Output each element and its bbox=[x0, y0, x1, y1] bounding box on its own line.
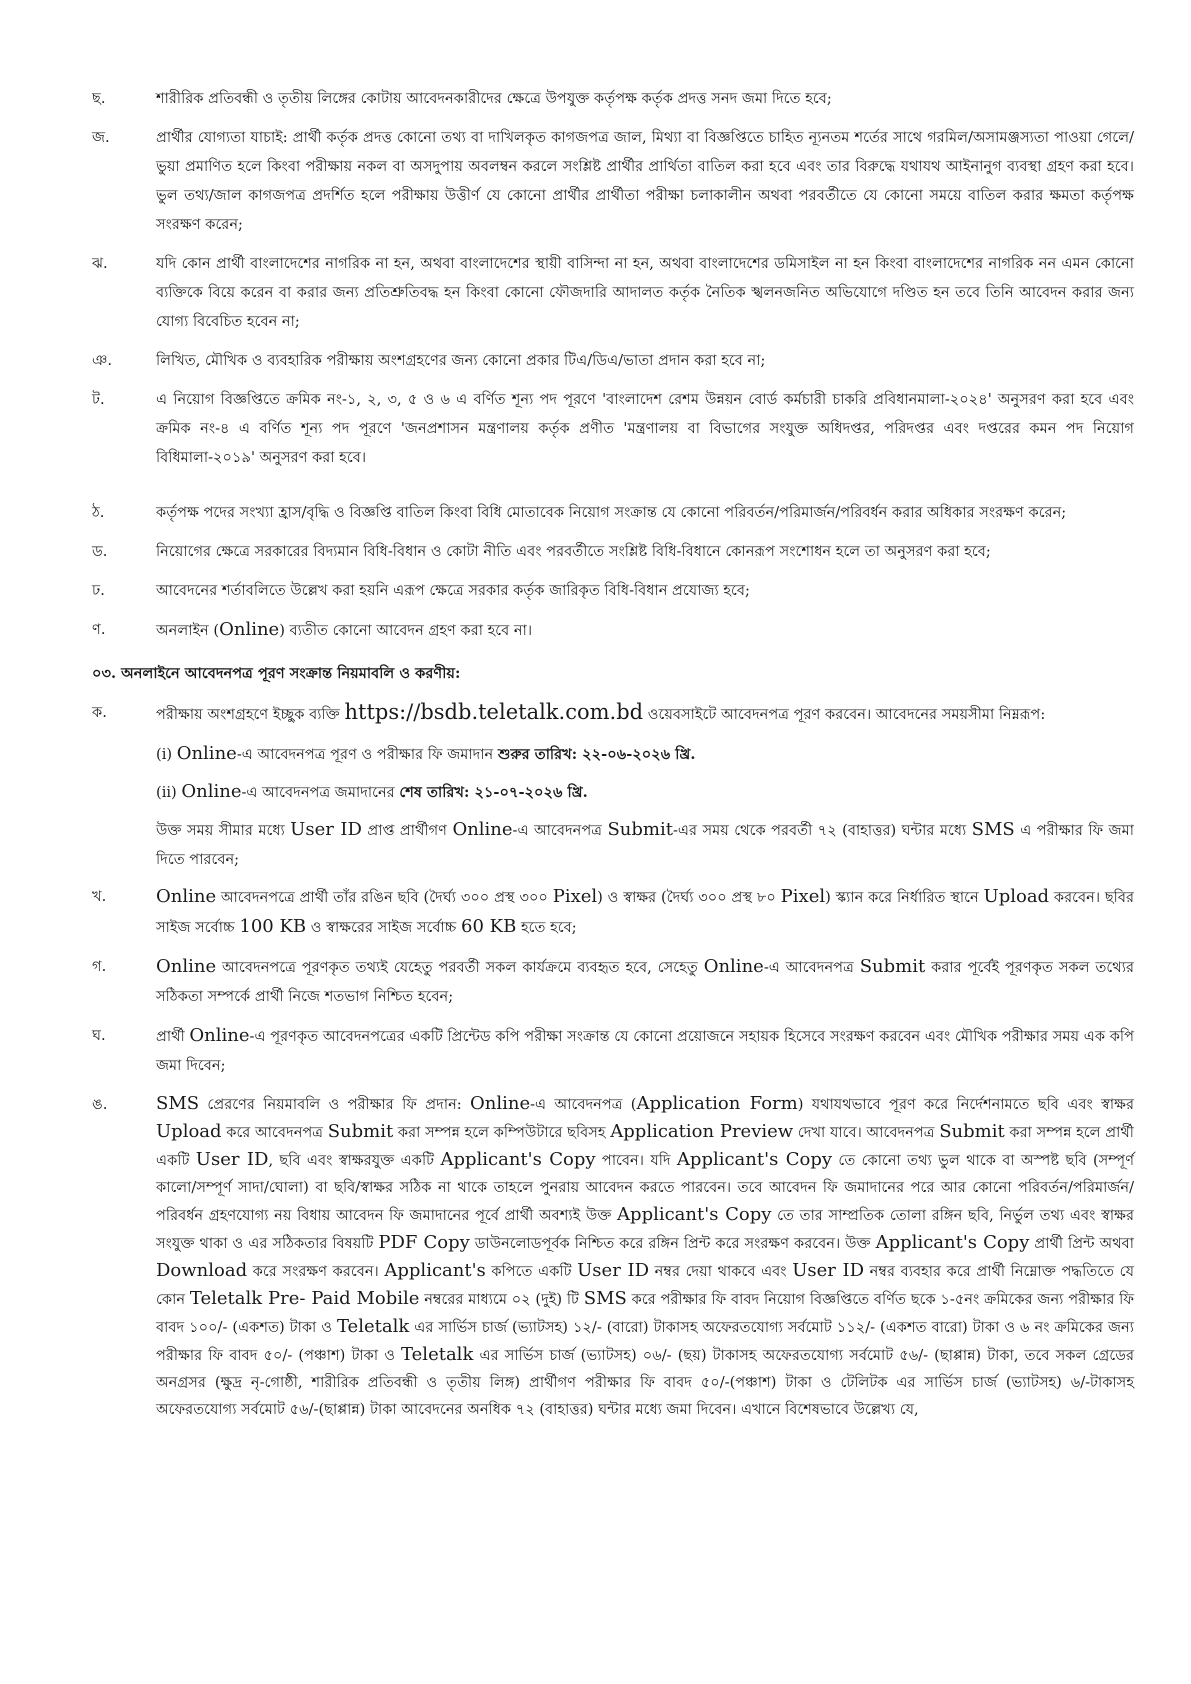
clause-dha bbox=[92, 576, 1134, 605]
clause-3-kha bbox=[92, 882, 1134, 942]
clause-marker: জ. bbox=[92, 129, 110, 146]
clause-text: Online আবেদনপত্রে পূরণকৃত তথ্যই যেহেতু পরবর্তী সকল কার্যক্রমে ব্যবহৃত হবে, সেহেতু Online-এ আবেদনপত্র Submit করার পূর্বেই পূরণকৃত সকল তথ্যের সঠিকতা সম্পর্কে প্রার্থী নিজে শতভাগ নিশ্চিত হবেন; bbox=[156, 956, 1135, 1005]
clause-text: আবেদনের শর্তাবলিতে উল্লেখ করা হয়নি এরূপ ক্ষেত্রে সরকার কর্তৃক জারিকৃত বিধি-বিধান প্রযোজ্য হবে; bbox=[156, 582, 750, 599]
clause-marker: ঙ. bbox=[92, 1096, 108, 1113]
clause-marker: ট. bbox=[92, 391, 105, 408]
clause-text: প্রার্থী Online-এ পূরণকৃত আবেদনপত্রের একটি প্রিন্টেড কপি পরীক্ষা সংক্রান্ত যে কোনো প্রয়োজনে সহায়ক হিসেবে সংরক্ষণ করবেন এবং মৌখিক পরীক্ষার সময় এক কপি জমা দিবেন; bbox=[156, 1025, 1134, 1074]
clause-text: লিখিত, মৌখিক ও ব্যবহারিক পরীক্ষায় অংশগ্রহণের জন্য কোনো প্রকার টিএ/ডিএ/ভাতা প্রদান করা হবে না; bbox=[156, 352, 766, 369]
clause-text: SMS প্রেরণের নিয়মাবলি ও পরীক্ষার ফি প্রদান: Online-এ আবেদনপত্র (Application Form) যথাযথভাবে পূরণ করে নির্দেশনামতে ছবি এবং স্বাক্ষর Upload করে আবেদনপত্র Submit করা সম্পন্ন হলে কম্পিউটারে ছবিসহ Application Preview দেখা যাবে। আবেদনপত্র Submit করা সম্পন্ন হলে প্রার্থী একটি User ID, ছবি এবং স্বাক্ষরযুক্ত একটি Applicant's Copy পাবেন। যদি Applicant's Copy তে কোনো তথ্য ভুল থাকে বা অস্পষ্ট ছবি (সম্পূর্ণ কালো/সম্পূর্ণ সাদা/ঘোলা) বা ছবি/স্বাক্ষর সঠিক না থাকে তাহলে পুনরায় আবেদন করতে পারবেন। তবে আবেদন ফি জমাদানের পরে আর কোনো পরিবর্তন/পরিমার্জন/পরিবর্ধন গ্রহণযোগ্য নয় বিধায় আবেদন ফি জমাদানের পূর্বে প্রার্থী অবশ্যই উক্ত Applicant's Copy তে তার সাম্প্রতিক তোলা রঙ্গিন ছবি, নির্ভুল তথ্য এবং স্বাক্ষর সংযুক্ত থাকা ও এর সঠিকতার বিষয়টি PDF Copy ডাউনলোডপূর্বক নিশ্চিত করে রঙ্গিন প্রিন্ট করে সংরক্ষণ করবেন। উক্ত Applicant's Copy প্রার্থী প্রিন্ট অথবা Download করে সংরক্ষণ করবেন। Applicant's কপিতে একটি User ID নম্বর দেয়া থাকবে এবং User ID নম্বর ব্যবহার করে প্রার্থী নিম্নোক্ত পদ্ধতিতে যে কোন Teletalk Pre- Paid Mobile নম্বরের মাধ্যমে ০২ (দুই) টি SMS করে পরীক্ষার ফি বাবদ নিয়োগ বিজ্ঞপ্তিতে বর্ণিত ছকে ১-৫নং ক্রমিকের জন্য পরীক্ষার ফি বাবদ ১০০/- (একশত) টাকা ও Teletalk এর সার্ভিস চার্জ (ভ্যাটসহ) ১২/- (বারো) টাকাসহ অফেরতযোগ্য সর্বমোট ১১২/- (একশত বারো) টাকা ও ৬ নং ক্রমিকের জন্য পরীক্ষার ফি বাবদ ৫০/- (পঞ্চাশ) টাকা ও Teletalk এর সার্ভিস চার্জ (ভ্যাটসহ) ০৬/- (ছয়) টাকাসহ অফেরতযোগ্য সর্বমোট ৫৬/- (ছাপ্পান্ন) টাকা, তবে সকল গ্রেডের অনগ্রসর (ক্ষুদ্র নৃ-গোষ্ঠী, শারীরিক প্রতিবন্ধী ও তৃতীয় লিঙ্গ) প্রার্থীগণ পরীক্ষার ফি বাবদ ৫০/-(পঞ্চাশ) টাকা ও টেলিটক এর সার্ভিস চার্জ (ভ্যাটসহ) ৬/-টাকাসহ অফেরতযোগ্য সর্বমোট ৫৬/-(ছাপ্পান্ন) টাকা আবেদনের অনধিক ৭২ (বাহাত্তর) ঘন্টার মধ্যে জমা দিবেন। এখানে বিশেষভাবে উল্লেখ্য যে, bbox=[156, 1093, 1135, 1418]
clause-chha bbox=[92, 84, 1134, 113]
clause-3-ka bbox=[92, 698, 1134, 729]
clause-text: নিয়োগের ক্ষেত্রে সরকারের বিদ্যমান বিধি-বিধান ও কোটা নীতি এবং পরবর্তীতে সংশ্লিষ্ট বিধি-বিধানে কোনরূপ সংশোধন হলে তা অনুসরণ করা হবে; bbox=[156, 543, 991, 560]
clause-marker: ণ. bbox=[92, 621, 106, 638]
start-date: শুরুর তারিখ: ২২-০৬-২০২৬ খ্রি. bbox=[497, 746, 696, 763]
clause-text: প্রার্থীর যোগ্যতা যাচাই: প্রার্থী কর্তৃক প্রদত্ত কোনো তথ্য বা দাখিলকৃত কাগজপত্র জাল, মিথ্যা বা বিজ্ঞপ্তিতে চাহিত ন্যূনতম শর্তের সাথে গরমিল/অসামঞ্জস্যতা পাওয়া গেলে/ভুয়া প্রমাণিত হলে কিংবা পরীক্ষায় নকল বা অসদুপায় অবলম্বন করলে সংশ্লিষ্ট প্রার্থীর প্রার্থিতা বাতিল করা হবে এবং তার বিরুদ্ধে যথাযথ আইনানুগ ব্যবস্থা গ্রহণ করা হবে। ভুল তথ্য/জাল কাগজপত্র প্রদর্শিত হলে পরীক্ষায় উত্তীর্ণ যে কোনো প্রার্থীর প্রার্থীতা পরীক্ষা চলাকালীন অথবা পরবর্তীতে যে কোনো সময়ে বাতিল করার ক্ষমতা কর্তৃপক্ষ সংরক্ষণ করেন; bbox=[156, 129, 1134, 233]
clause-da bbox=[92, 537, 1134, 566]
clause-nya bbox=[92, 346, 1134, 375]
clause-marker: ছ. bbox=[92, 90, 106, 107]
end-date-line: (ii) Online-এ আবেদনপত্র জমাদানের শেষ তারিখ: ২১-০৭-২০২৬ খ্রি. bbox=[156, 781, 588, 802]
clause-ta bbox=[92, 385, 1134, 472]
clause-text: Online আবেদনপত্রে প্রার্থী তাঁর রঙিন ছবি (দৈর্ঘ্য ৩০০ প্রস্থ ৩০০ Pixel) ও স্বাক্ষর (দৈর্ঘ্য ৩০০ প্রস্থ ৮০ Pixel) স্ক্যান করে নির্ধারিত স্থানে Upload করবেন। ছবির সাইজ সর্বোচ্চ 100 KB ও স্বাক্ষরের সাইজ সর্বোচ্চ 60 KB হতে হবে; bbox=[156, 886, 1135, 937]
clause-jha bbox=[92, 249, 1134, 336]
clause-text: পরীক্ষায় অংশগ্রহণে ইচ্ছুক ব্যক্তি https://bsdb.teletalk.com.bd ওয়েবসাইটে আবেদনপত্র পূরণ করবেন। আবেদনের সময়সীমা নিম্নরূপ: bbox=[156, 700, 1046, 724]
document-page bbox=[92, 84, 1134, 1433]
clause-text: কর্তৃপক্ষ পদের সংখ্যা হ্রাস/বৃদ্ধি ও বিজ্ঞপ্তি বাতিল কিংবা বিধি মোতাবেক নিয়োগ সংক্রান্ত যে কোনো পরিবর্তন/পরিমার্জন/পরিবর্ধন করার অধিকার সংরক্ষণ করেন; bbox=[156, 504, 1067, 521]
clause-marker: গ. bbox=[92, 958, 107, 975]
clause-marker: ড. bbox=[92, 543, 108, 560]
clause-marker: ঝ. bbox=[92, 255, 108, 272]
clause-3-ga bbox=[92, 952, 1134, 1011]
clause-marker: ঠ. bbox=[92, 504, 105, 521]
clause-marker: খ. bbox=[92, 888, 107, 905]
clause-marker: ক. bbox=[92, 704, 107, 721]
clause-marker: ঢ. bbox=[92, 582, 105, 599]
end-date: শেষ তারিখ: ২১-০৭-২০২৬ খ্রি. bbox=[399, 784, 588, 801]
clause-marker: ঘ. bbox=[92, 1027, 106, 1044]
start-date-line: (i) Online-এ আবেদনপত্র পূরণ ও পরীক্ষার ফি জমাদান শুরুর তারিখ: ২২-০৬-২০২৬ খ্রি. bbox=[156, 743, 696, 764]
clause-text: যদি কোন প্রার্থী বাংলাদেশের নাগরিক না হন, অথবা বাংলাদেশের স্থায়ী বাসিন্দা না হন, অথবা বাংলাদেশের ডমিসাইল না হন কিংবা বাংলাদেশের নাগরিক নন এমন কোনো ব্যক্তিকে বিয়ে করেন বা করার জন্য প্রতিশ্রুতিবদ্ধ হন কিংবা কোনো ফৌজদারি আদালত কর্তৃক নৈতিক স্খলনজনিত অভিযোগে দণ্ডিত হন তবে তিনি আবেদন করার জন্য যোগ্য বিবেচিত হবেন না; bbox=[156, 255, 1134, 330]
clause-marker: ঞ. bbox=[92, 352, 113, 369]
clause-nna bbox=[92, 615, 1134, 645]
sms-deadline-note: উক্ত সময় সীমার মধ্যে User ID প্রাপ্ত প্রার্থীগণ Online-এ আবেদনপত্র Submit-এর সময় থেকে পরবর্তী ৭২ (বাহাত্তর) ঘন্টার মধ্যে SMS এ পরীক্ষার ফি জমা দিতে পারবেন; bbox=[156, 819, 1135, 868]
clause-text: এ নিয়োগ বিজ্ঞপ্তিতে ক্রমিক নং-১, ২, ৩, ৫ ও ৬ এ বর্ণিত শূন্য পদ পূরণে 'বাংলাদেশ রেশম উন্নয়ন বোর্ড কর্মচারী চাকরি প্রবিধানমালা-২০২৪' অনুসরণ করা হবে এবং ক্রমিক নং-৪ এ বর্ণিত শূন্য পদ পূরণে 'জনপ্রশাসন মন্ত্রণালয় কর্তৃক প্রণীত 'মন্ত্রণালয় বা বিভাগের সংযুক্ত অধিদপ্তর, পরিদপ্তর এবং দপ্তরের কমন পদ নিয়োগ বিধিমালা-২০১৯' অনুসরণ করা হবে। bbox=[156, 391, 1134, 466]
clause-3-gha bbox=[92, 1021, 1134, 1080]
clause-tha bbox=[92, 498, 1134, 527]
website-url: https://bsdb.teletalk.com.bd bbox=[344, 700, 644, 724]
clause-3-uma bbox=[92, 1090, 1134, 1423]
clause-text: শারীরিক প্রতিবন্ধী ও তৃতীয় লিঙ্গের কোটায় আবেদনকারীদের ক্ষেত্রে উপযুক্ত কর্তৃপক্ষ কর্তৃক প্রদত্ত সনদ জমা দিতে হবে; bbox=[156, 90, 832, 107]
clause-text: অনলাইন (Online) ব্যতীত কোনো আবেদন গ্রহণ করা হবে না। bbox=[156, 619, 533, 640]
section-3-title: ০৩. অনলাইনে আবেদনপত্র পূরণ সংক্রান্ত নিয়মাবলি ও করণীয়: bbox=[92, 665, 461, 682]
clause-ja bbox=[92, 123, 1134, 239]
